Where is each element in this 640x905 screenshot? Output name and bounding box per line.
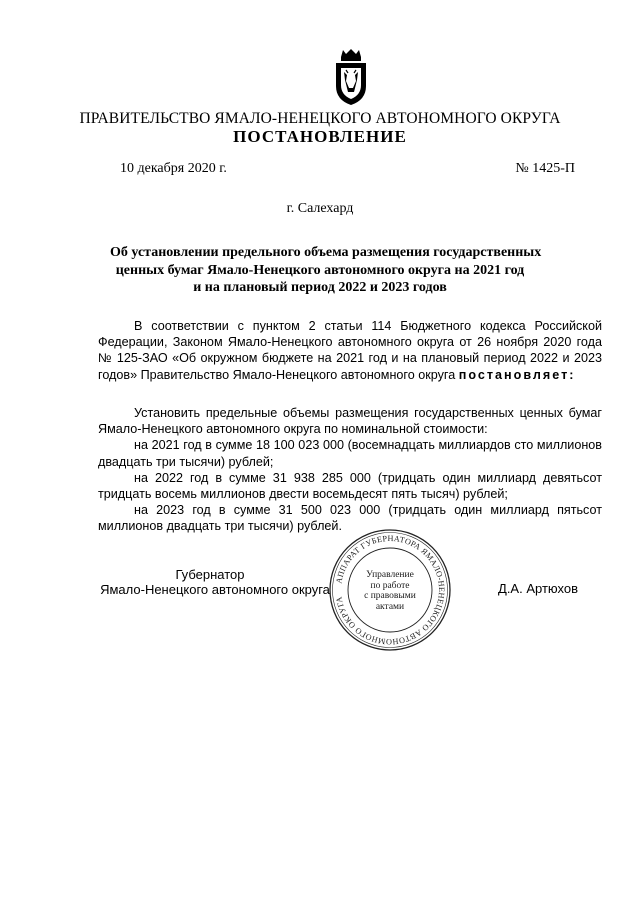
subject-line: Об установлении предельного объема размещения государственных xyxy=(110,245,542,260)
decision-block xyxy=(98,405,602,535)
document-number: № 1425-П xyxy=(515,161,575,176)
decree-word: постановляет: xyxy=(458,367,576,382)
organization-name: ПРАВИТЕЛЬСТВО ЯМАЛО-НЕНЕЦКОГО АВТОНОМНОГО ОКРУГА xyxy=(79,110,561,127)
stamp-line: с правовыми xyxy=(364,591,416,601)
stamp-inner-text xyxy=(352,570,428,612)
decision-item-2023: на 2023 год в сумме 31 500 023 000 (тридцать один миллиард пятьсот миллионов двадцать три тысячи) рублей. xyxy=(98,503,602,534)
coat-of-arms-emblem xyxy=(333,48,369,106)
document-city: г. Салехард xyxy=(286,201,354,216)
signatory-title-line2: Ямало-Ненецкого автономного округа xyxy=(100,582,330,597)
stamp-ring-text: АППАРАТ ГУБЕРНАТОРА ЯМАЛО-НЕНЕЦКОГО АВТОНОМНОГО ОКРУГА xyxy=(334,533,447,647)
stamp-line: по работе xyxy=(370,580,410,591)
signatory-name: Д.А. Артюхов xyxy=(498,581,578,596)
document-subject xyxy=(110,244,542,297)
preamble-text: В соответствии с пунктом 2 статьи 114 Бюджетного кодекса Российской Федерации, Законом Ямало-Ненецкого автономного округа от 26 ноября 2020 года № 125-ЗАО «Об окружном бюджете на 2021 год и на плановый период 2022 и 2023 годов» Правительство Ямало-Ненецкого автономного округа xyxy=(98,319,602,382)
decision-item-2021: на 2021 год в сумме 18 100 023 000 (восемнадцать миллиардов сто миллионов двадцать три тысячи) рублей; xyxy=(98,438,602,469)
stamp-line: Управление xyxy=(366,570,414,580)
document-date: 10 декабря 2020 г. xyxy=(120,161,227,176)
signatory-title-line1: Губернатор xyxy=(175,567,245,582)
decision-item-2022: на 2022 год в сумме 31 938 285 000 (тридцать один миллиард девятьсот тридцать восемь миллионов двести восемьдесят пять тысяч) рублей; xyxy=(98,470,602,502)
subject-line: и на плановый период 2022 и 2023 годов xyxy=(193,280,447,295)
preamble-paragraph xyxy=(98,318,602,383)
stamp-line: актами xyxy=(375,601,405,612)
decision-intro: Установить предельные объемы размещения государственных ценных бумаг Ямало-Ненецкого автономного округа по номинальной стоимости: xyxy=(98,406,602,437)
document-type-title: ПОСТАНОВЛЕНИЕ xyxy=(233,127,407,146)
subject-line: ценных бумаг Ямало-Ненецкого автономного округа на 2021 год xyxy=(115,262,525,278)
